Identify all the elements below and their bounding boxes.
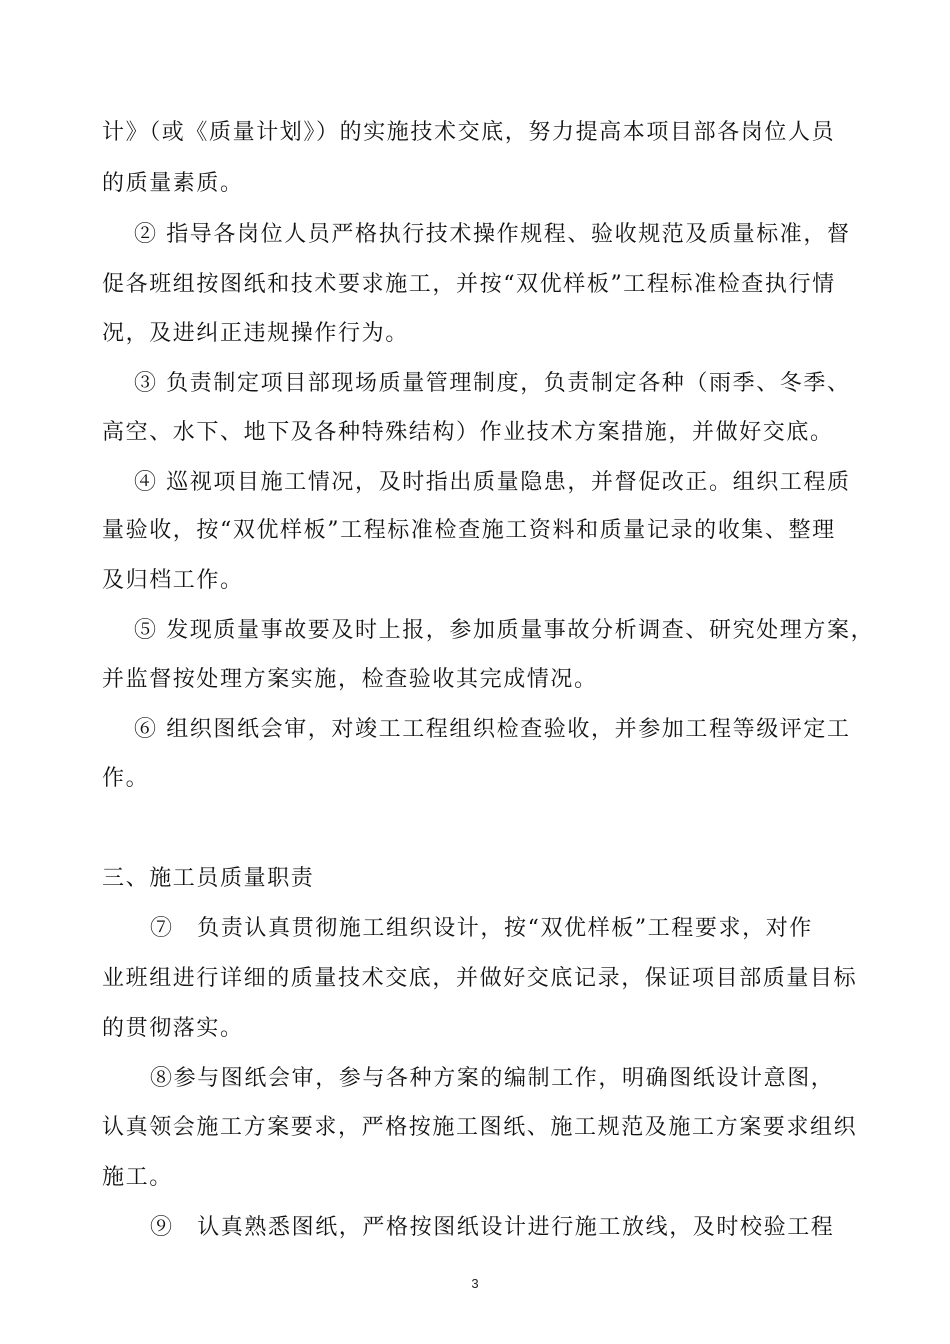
text-line: ② 指导各岗位人员严格执行技术操作规程、验收规范及质量标准，督 — [134, 222, 851, 247]
text-line: 施工。 — [102, 1165, 173, 1190]
text-line: 认真领会施工方案要求，严格按施工图纸、施工规范及施工方案要求组织 — [102, 1115, 858, 1140]
text-line: 作。 — [102, 766, 150, 791]
text-line: ⑥ 组织图纸会审，对竣工工程组织检查验收，并参加工程等级评定工 — [134, 717, 851, 742]
page-number: 3 — [471, 1276, 479, 1291]
text-line: 并监督按处理方案实施，检查验收其完成情况。 — [102, 667, 598, 692]
text-line: ⑦ 负责认真贯彻施工组织设计，按“双优样板”工程要求，对作 — [150, 916, 813, 941]
text-line: ⑨ 认真熟悉图纸，严格按图纸设计进行施工放线，及时校验工程 — [150, 1215, 835, 1240]
text-line: ③ 负责制定项目部现场质量管理制度，负责制定各种（雨季、冬季、 — [134, 371, 851, 396]
section-heading: 三、施工员质量职责 — [102, 866, 315, 891]
text-line: 况，及进纠正违规操作行为。 — [102, 321, 409, 346]
text-line: ④ 巡视项目施工情况，及时指出质量隐患，并督促改正。组织工程质 — [134, 470, 851, 495]
text-line: 高空、水下、地下及各种特殊结构）作业技术方案措施，并做好交底。 — [102, 420, 834, 445]
text-line: ⑤ 发现质量事故要及时上报，参加质量事故分析调查、研究处理方案， — [134, 618, 875, 643]
text-line: ⑧参与图纸会审，参与各种方案的编制工作，明确图纸设计意图， — [150, 1066, 835, 1091]
text-line: 计》（或《质量计划》）的实施技术交底，努力提高本项目部各岗位人员 — [102, 120, 836, 145]
text-line: 及归档工作。 — [102, 568, 244, 593]
text-line: 的质量素质。 — [102, 171, 244, 196]
text-line: 量验收，按“双优样板”工程标准检查施工资料和质量记录的收集、整理 — [102, 518, 836, 543]
text-line: 业班组进行详细的质量技术交底，并做好交底记录，保证项目部质量目标 — [102, 966, 858, 991]
text-line: 的贯彻落实。 — [102, 1016, 244, 1041]
text-line: 促各班组按图纸和技术要求施工，并按“双优样板”工程标准检查执行情 — [102, 272, 836, 297]
